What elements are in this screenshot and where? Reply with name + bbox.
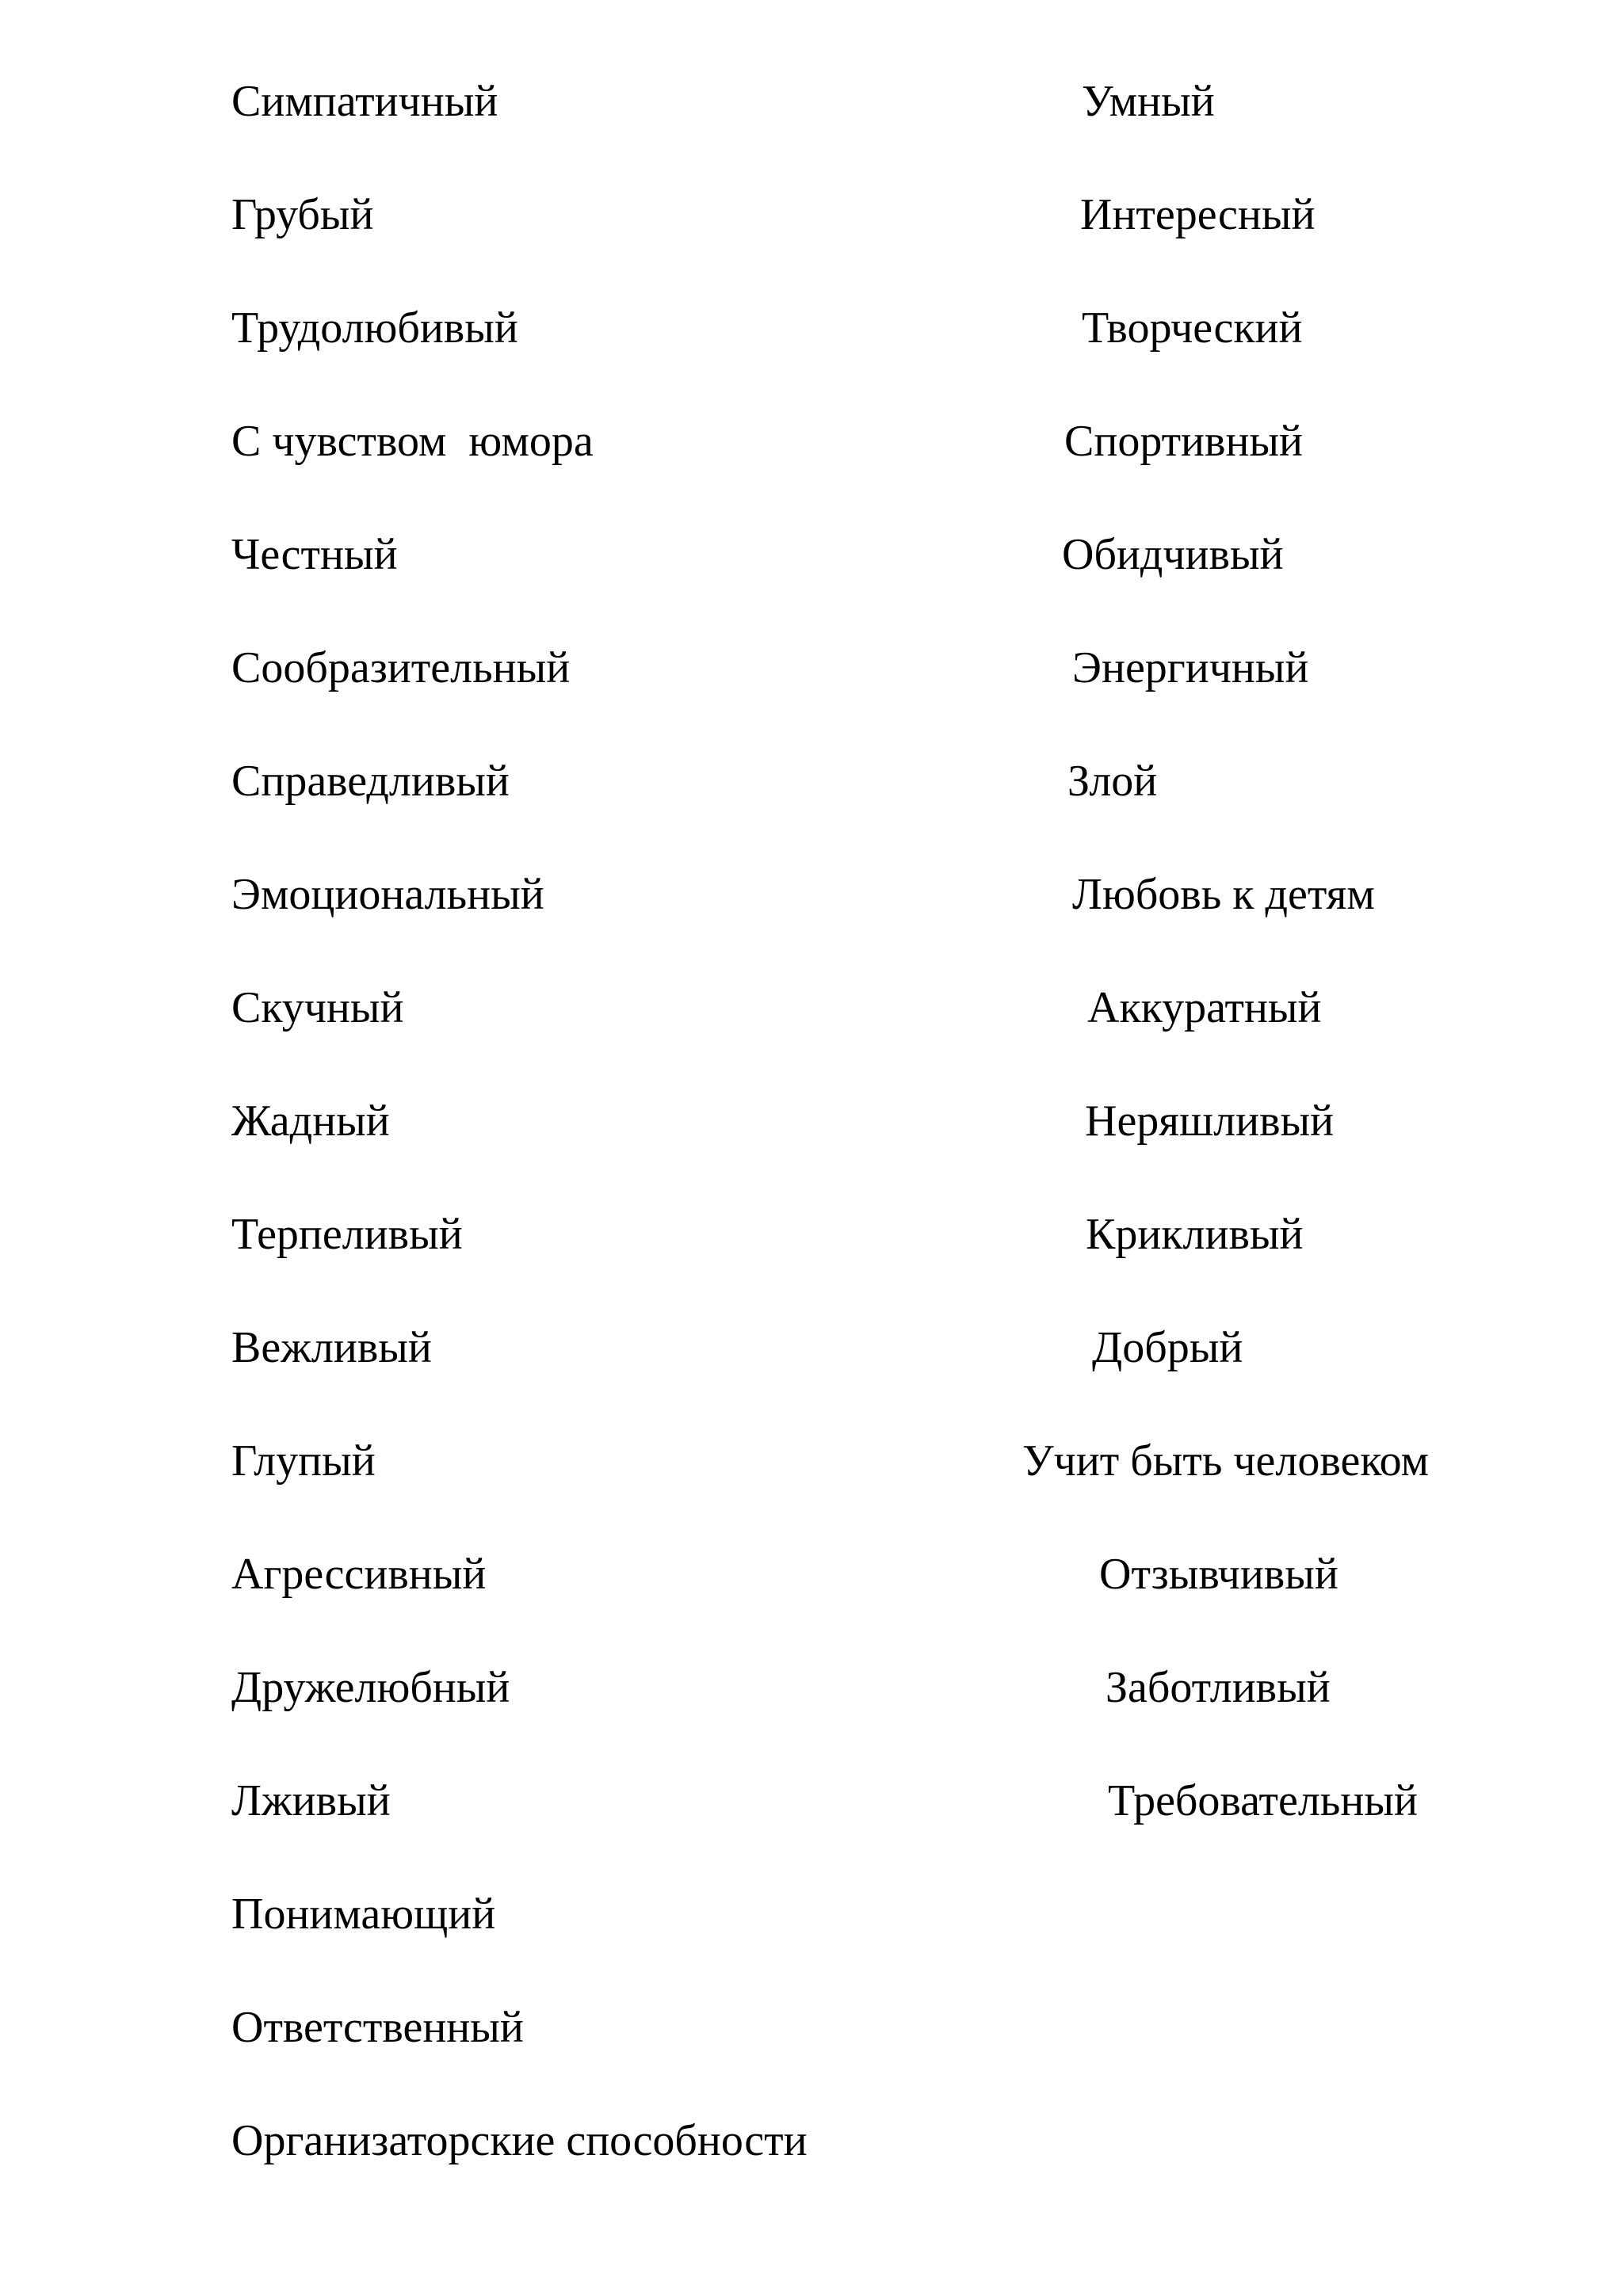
right-word-item: Требовательный <box>1108 1776 1418 1825</box>
left-word-item: Честный <box>231 530 398 579</box>
right-word-item: Умный <box>1082 77 1215 126</box>
right-word-item: Добрый <box>1092 1323 1243 1372</box>
right-word-item: Злой <box>1067 757 1158 806</box>
left-word-item: Агрессивный <box>231 1550 487 1599</box>
left-word-item: Симпатичный <box>231 77 498 126</box>
right-word-item: Любовь к детям <box>1072 870 1375 919</box>
left-word-item: Дружелюбный <box>231 1663 510 1712</box>
left-word-item: Жадный <box>231 1097 390 1146</box>
left-word-item: Скучный <box>231 983 404 1032</box>
right-word-item: Крикливый <box>1086 1210 1304 1259</box>
left-word-item: Трудолюбивый <box>231 303 518 353</box>
right-word-item: Учит быть человеком <box>1022 1436 1430 1486</box>
left-word-item: Понимающий <box>231 1890 496 1939</box>
left-word-item: Глупый <box>231 1436 376 1486</box>
left-word-item: Грубый <box>231 190 374 239</box>
right-word-item: Энергичный <box>1072 643 1309 692</box>
left-word-item: С чувством юмора <box>231 417 594 466</box>
right-word-item: Творческий <box>1082 303 1303 353</box>
left-word-item: Вежливый <box>231 1323 432 1372</box>
right-word-item: Спортивный <box>1064 417 1304 466</box>
right-word-item: Интересный <box>1080 190 1316 239</box>
right-word-item: Аккуратный <box>1087 983 1322 1032</box>
left-word-item: Эмоциональный <box>231 870 544 919</box>
right-word-item: Обидчивый <box>1062 530 1284 579</box>
right-word-item: Отзывчивый <box>1099 1550 1338 1599</box>
left-word-item: Сообразительный <box>231 643 571 692</box>
right-word-item: Заботливый <box>1106 1663 1331 1712</box>
left-word-item: Организаторские способности <box>231 2116 808 2165</box>
left-word-item: Справедливый <box>231 757 510 806</box>
left-word-item: Лживый <box>231 1776 391 1825</box>
left-word-item: Терпеливый <box>231 1210 463 1259</box>
left-word-item: Ответственный <box>231 2003 524 2052</box>
right-word-item: Неряшливый <box>1085 1097 1335 1146</box>
